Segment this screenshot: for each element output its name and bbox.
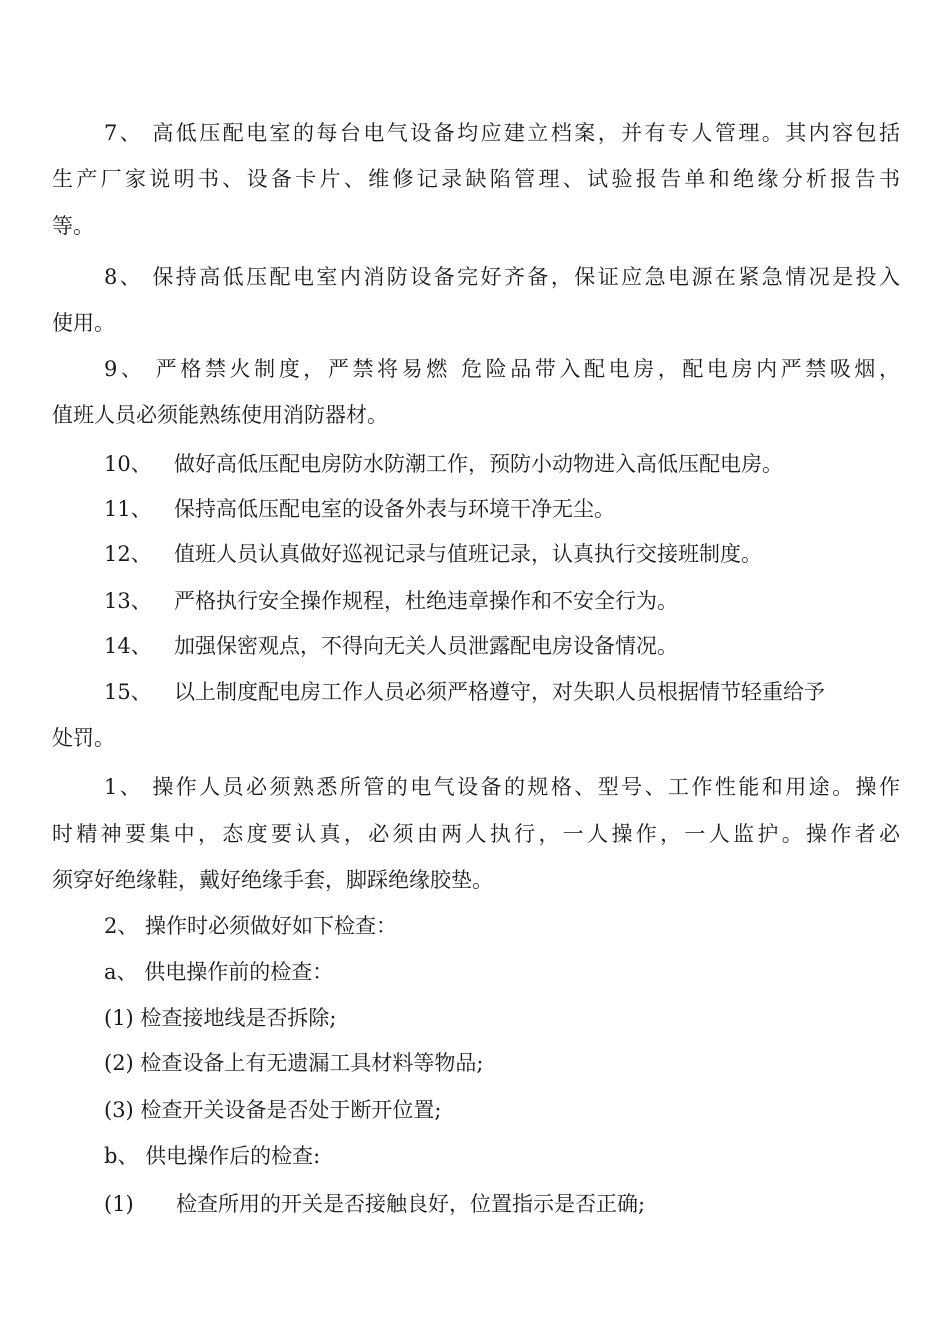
item-13	[104, 586, 900, 616]
item-9-line-1: 9、 严格禁火制度，严禁将易燃 危险品带入配电房，配电房内严禁吸烟，	[104, 357, 900, 381]
check-b-heading: b、 供电操作后的检查:	[104, 1144, 321, 1168]
item-14	[104, 631, 900, 661]
item-14-text: 加强保密观点，不得向无关人员泄露配电房设备情况。	[174, 634, 678, 658]
check-a-2: (2) 检查设备上有无遗漏工具材料等物品;	[104, 1051, 484, 1075]
item-12	[104, 539, 900, 569]
item-9-line-2: 值班人员必须能熟练使用消防器材。	[52, 403, 388, 427]
item-15-number: 15、	[104, 680, 152, 704]
item-8-line-1: 8、 保持高低压配电室内消防设备完好齐备，保证应急电源在紧急情况是投入	[104, 265, 900, 289]
op-1-line-3: 须穿好绝缘鞋，戴好绝缘手套，脚踩绝缘胶垫。	[52, 868, 493, 892]
item-12-text: 值班人员认真做好巡视记录与值班记录，认真执行交接班制度。	[174, 542, 762, 566]
check-b-1	[104, 1189, 900, 1219]
item-15-text: 以上制度配电房工作人员必须严格遵守，对失职人员根据情节轻重给予	[174, 680, 825, 704]
item-7-line-1: 7、 高低压配电室的每台电气设备均应建立档案，并有专人管理。其内容包括	[104, 121, 900, 145]
item-10	[104, 449, 900, 479]
item-13-number: 13、	[104, 589, 152, 613]
item-10-text: 做好高低压配电房防水防潮工作，预防小动物进入高低压配电房。	[174, 452, 783, 476]
item-15	[104, 677, 900, 707]
op-1-line-2: 时精神要集中，态度要认真，必须由两人执行，一人操作，一人监护。操作者必	[52, 822, 900, 846]
item-13-text: 严格执行安全操作规程，杜绝违章操作和不安全行为。	[174, 589, 678, 613]
check-b-1-number: (1)	[104, 1192, 134, 1216]
check-a-3: (3) 检查开关设备是否处于断开位置;	[104, 1098, 442, 1122]
check-b-1-text: 检查所用的开关是否接触良好，位置指示是否正确;	[176, 1192, 646, 1216]
item-8-line-2: 使用。	[52, 311, 115, 335]
check-a-heading: a、 供电操作前的检查：	[104, 960, 334, 984]
item-15-continuation: 处罚。	[52, 726, 115, 750]
item-11-text: 保持高低压配电室的设备外表与环境干净无尘。	[174, 497, 615, 521]
op-2-heading: 2、 操作时必须做好如下检查：	[104, 914, 398, 938]
item-7-line-2: 生产厂家说明书、设备卡片、维修记录缺陷管理、试验报告单和绝缘分析报告书	[52, 167, 900, 191]
check-a-1: (1) 检查接地线是否拆除;	[104, 1006, 337, 1030]
op-1-line-1: 1、 操作人员必须熟悉所管的电气设备的规格、型号、工作性能和用途。操作	[104, 775, 900, 799]
item-7-line-3: 等。	[52, 214, 94, 238]
item-11-number: 11、	[104, 497, 152, 521]
item-14-number: 14、	[104, 634, 152, 658]
item-10-number: 10、	[104, 452, 152, 476]
item-12-number: 12、	[104, 542, 152, 566]
item-11	[104, 494, 900, 524]
